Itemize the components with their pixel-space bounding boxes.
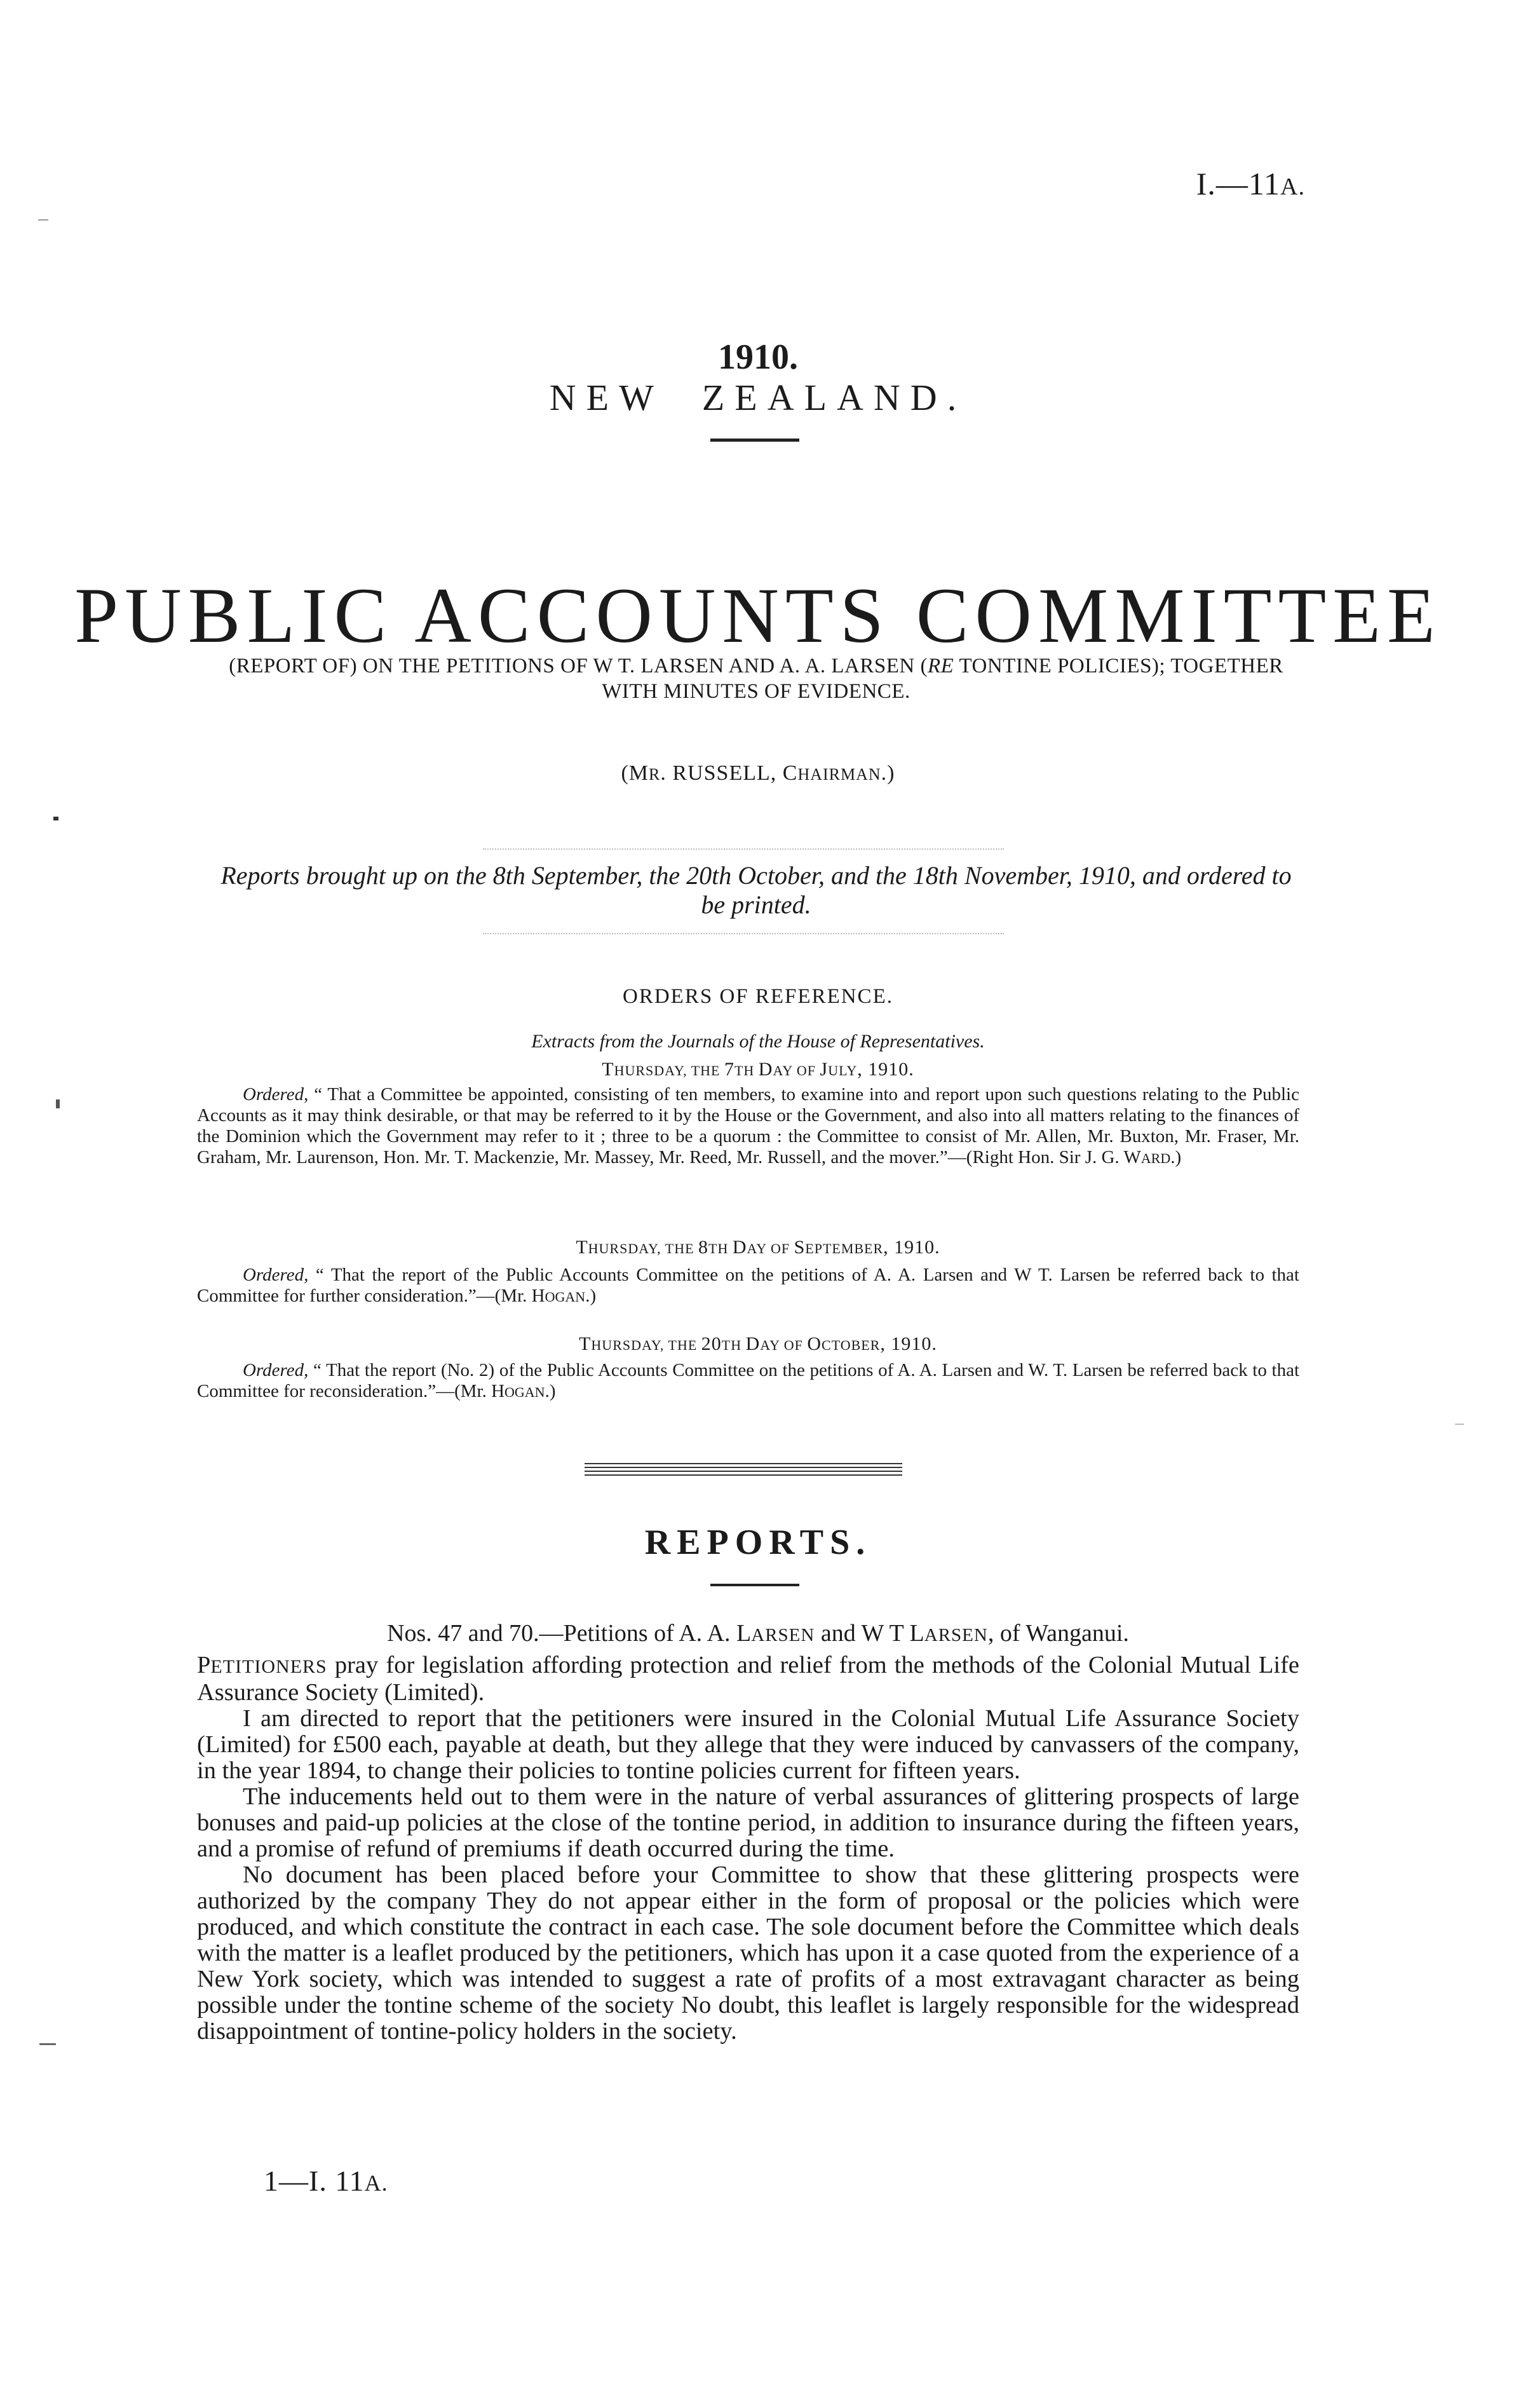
page-id-suffix: A. bbox=[1280, 173, 1305, 200]
page-identifier bbox=[1196, 165, 1305, 202]
document-year: 1910. bbox=[718, 337, 798, 377]
scan-speck bbox=[56, 1099, 60, 1108]
footer-identifier bbox=[264, 2164, 388, 2198]
order-date-1: THURSDAY, THE 7TH DAY OF JULY, 1910. bbox=[602, 1059, 914, 1080]
scan-speck bbox=[53, 817, 58, 820]
country-part-2: ZEALAND. bbox=[701, 377, 967, 418]
subtitle-part-2: TONTINE POLICIES); TOGETHER WITH MINUTES OF EVIDENCE. bbox=[602, 655, 1283, 703]
scan-speck bbox=[38, 219, 48, 221]
country-part-1: NEW bbox=[549, 377, 664, 418]
chair-open: (M bbox=[621, 761, 649, 785]
chair-close: .) bbox=[881, 761, 895, 785]
section-double-rule-lower bbox=[585, 1471, 902, 1476]
main-title: PUBLIC ACCOUNTS COMMITTEE bbox=[74, 572, 1442, 659]
reports-brought-up: Reports brought up on the 8th September, the 20th October, and the 18th November, 1910, and ordered to be printed. bbox=[220, 861, 1292, 919]
order-text-1: Ordered, “ That a Committee be appointed, consisting of ten members, to examine into and report upon such questions relating to the Public Accounts as it may think desirable, or that may be referred to it by the House or the Government, and also into all matters relating to the finances of the Dominion which the Government may refer to it ; three to be a quorum : the Committee to consist of Mr. Allen, Mr. Buxton, Mr. Fraser, Mr. Graham, Mr. Laurenson, Hon. Mr. T. Mackenzie, Mr. Massey, Mr. Reed, Mr. Russell, and the mover.”—(Right Hon. Sir J. G. WARD.) bbox=[197, 1084, 1299, 1167]
reports-heading: REPORTS. bbox=[644, 1523, 872, 1562]
extracts-line: Extracts from the Journals of the House of Representatives. bbox=[531, 1031, 985, 1052]
order-text-2: Ordered, “ That the report of the Public Accounts Committee on the petitions of A. A. Larsen and W T. Larsen be referred back to that Committee for further consideration.”—(Mr. HOGAN.) bbox=[197, 1265, 1299, 1306]
section-double-rule-upper bbox=[585, 1463, 902, 1468]
petition-heading: Nos. 47 and 70.—Petitions of A. A. LARSEN and W T LARSEN, of Wanganui. bbox=[387, 1620, 1129, 1647]
title-divider bbox=[710, 439, 799, 442]
footer-id-main: 1—I. 11 bbox=[264, 2165, 365, 2197]
report-paragraph-1: PETITIONERS pray for legislation affording protection and relief from the methods of the Colonial Mutual Life Assurance Society (Limited). bbox=[197, 1652, 1299, 1706]
reports-divider bbox=[710, 1584, 799, 1586]
scan-speck bbox=[1455, 1424, 1464, 1425]
report-paragraph-3: The inducements held out to them were in the nature of verbal assurances of glittering prospects of large bonuses and paid-up policies at the close of the tontine period, in addition to insurance during the fifteen years, and a promise of refund of premiums if death occurred during the time. bbox=[197, 1783, 1299, 1862]
report-body bbox=[197, 1652, 1299, 2044]
subtitle-part-1: (REPORT OF) ON THE PETITIONS OF W T. LARSEN AND A. A. LARSEN ( bbox=[229, 655, 928, 677]
subtitle-re: RE bbox=[927, 655, 954, 677]
chair-title: HAIRMAN bbox=[797, 765, 881, 784]
subtitle bbox=[216, 653, 1296, 704]
orders-heading: ORDERS OF REFERENCE. bbox=[623, 985, 893, 1008]
report-paragraph-2: I am directed to report that the petitioners were insured in the Colonial Mutual Life Assurance Society (Limited) for £500 each, payable at death, but they allege that they were induced by canvassers of the company, in the year 1894, to change their policies to tontine policies current for fifteen years. bbox=[197, 1705, 1299, 1784]
chair-r: R bbox=[649, 765, 661, 784]
dotted-rule-bottom bbox=[483, 933, 1004, 934]
order-date-3: THURSDAY, THE 20TH DAY OF OCTOBER, 1910. bbox=[579, 1333, 937, 1354]
order-text-3: Ordered, “ That the report (No. 2) of the Public Accounts Committee on the petitions of A. A. Larsen and W. T. Larsen be referred back to that Committee for reconsideration.”—(Mr. HOGAN.) bbox=[197, 1360, 1299, 1401]
dotted-rule-top bbox=[483, 848, 1004, 850]
country-name bbox=[0, 376, 1516, 419]
page-id-main: I.—11 bbox=[1196, 166, 1281, 201]
scan-speck bbox=[39, 2043, 56, 2045]
chair-name: . RUSSELL, C bbox=[660, 761, 798, 785]
footer-id-suffix: A. bbox=[364, 2170, 388, 2196]
order-date-2: THURSDAY, THE 8TH DAY OF SEPTEMBER, 1910. bbox=[576, 1237, 940, 1258]
chairman-line bbox=[0, 761, 1516, 786]
report-paragraph-4: No document has been placed before your Committee to show that these glittering prospects were authorized by the company They do not appear either in the form of proposal or the policies which were produced, and which constitute the contract in each case. The sole document before the Committee which deals with the matter is a leaflet produced by the petitioners, which has upon it a case quoted from the experience of a New York society, which was intended to suggest a rate of profits of a most extravagant character as being possible under the tontine scheme of the society No doubt, this leaflet is largely responsible for the widespread disappointment of tontine-policy holders in the society. bbox=[197, 1861, 1299, 2044]
